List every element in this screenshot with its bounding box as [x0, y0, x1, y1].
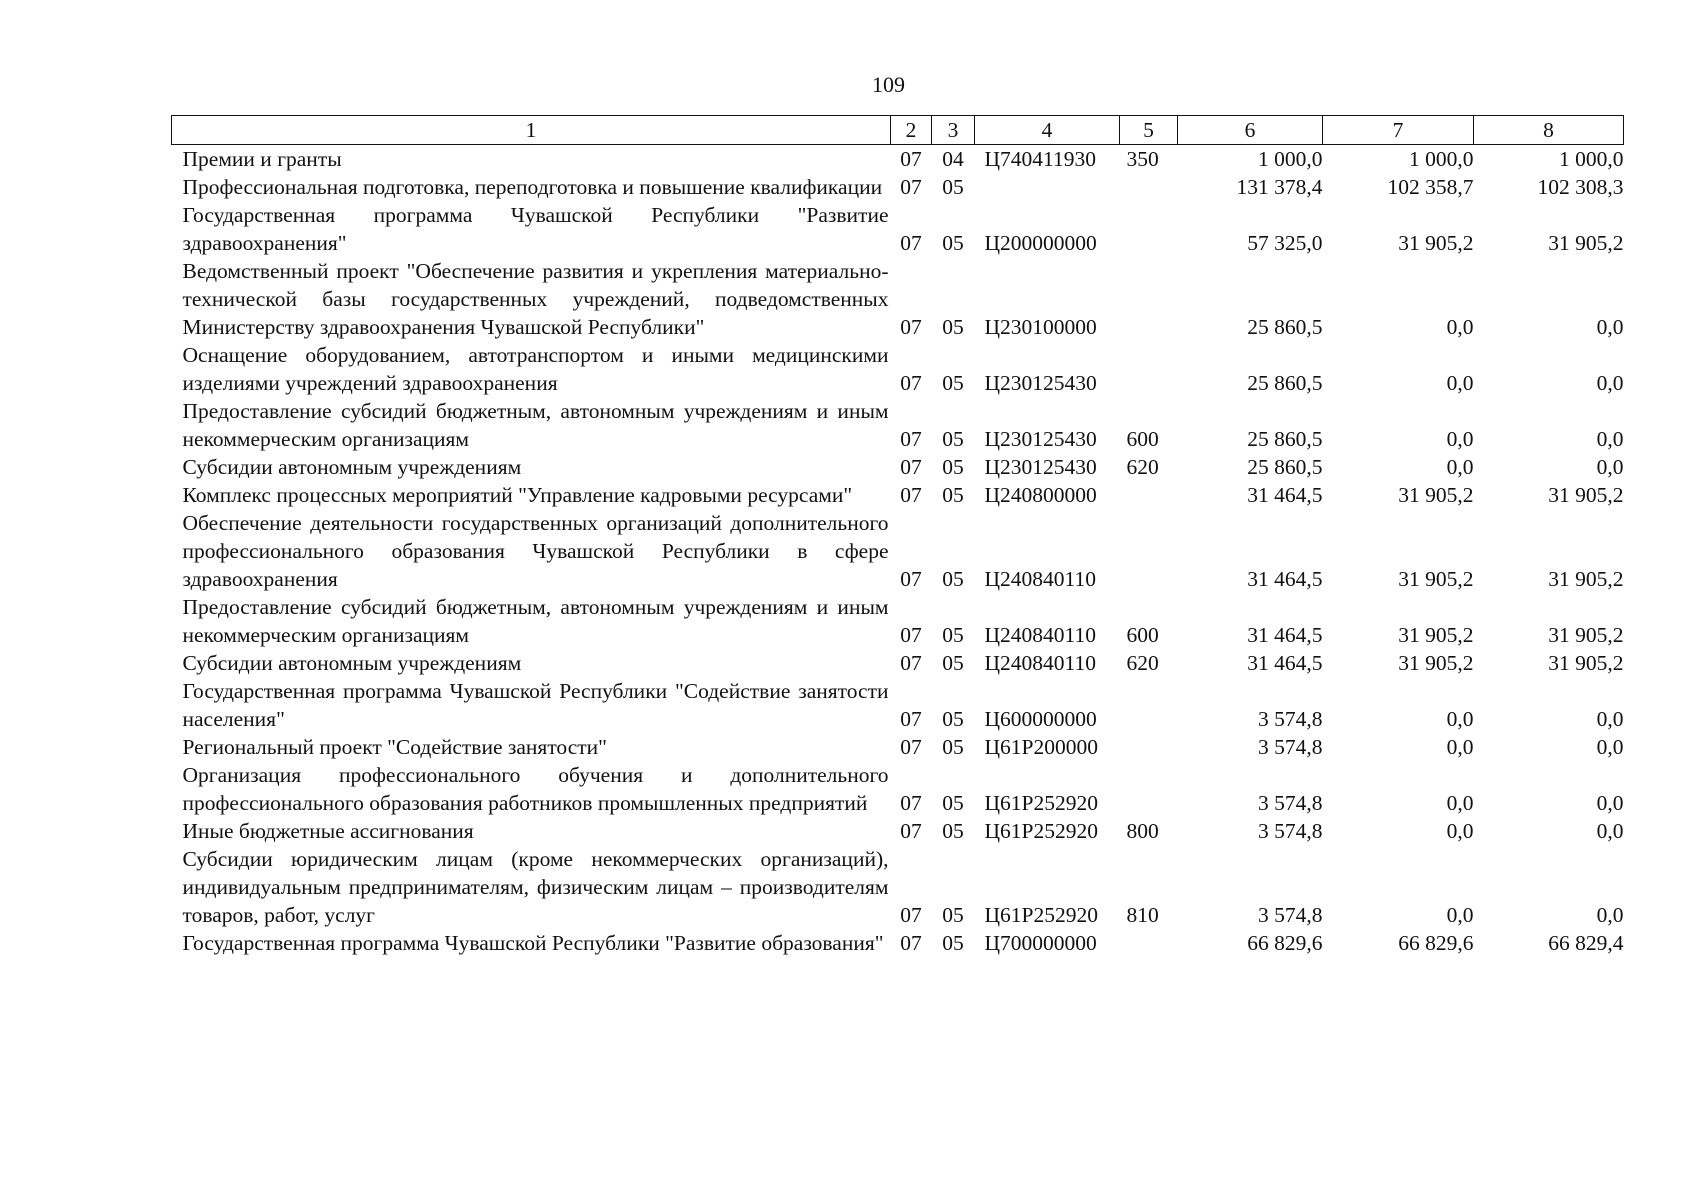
row-section: 07: [900, 651, 922, 675]
row-value-col7: 1 000,0: [1409, 147, 1474, 171]
row-expense-type: 800: [1126, 819, 1159, 843]
row-value-col8: 31 905,2: [1548, 231, 1624, 255]
row-subsection: 05: [942, 427, 964, 451]
row-value-col7: 31 905,2: [1398, 567, 1474, 591]
row-subsection: 04: [942, 147, 964, 171]
row-value-col6: 3 574,8: [1258, 791, 1323, 815]
row-value-col7: 31 905,2: [1398, 483, 1474, 507]
table-row: [172, 593, 1624, 649]
row-value-col6: 31 464,5: [1247, 651, 1323, 675]
row-section: 07: [900, 567, 922, 591]
row-value-col8: 102 308,3: [1537, 175, 1624, 199]
row-name: Государственная программа Чувашской Республики "Развитие здравоохранения": [182, 203, 889, 255]
table-row: [172, 677, 1624, 733]
row-value-col7: 102 358,7: [1387, 175, 1474, 199]
row-value-col7: 0,0: [1446, 903, 1474, 927]
row-expense-type: 810: [1126, 903, 1159, 927]
row-name: Субсидии автономным учреждениям: [182, 455, 522, 479]
row-name: Государственная программа Чувашской Республики "Развитие образования": [182, 931, 884, 955]
row-value-col6: 3 574,8: [1258, 735, 1323, 759]
row-value-col8: 66 829,4: [1548, 931, 1624, 955]
row-section: 07: [900, 371, 922, 395]
row-value-col8: 0,0: [1596, 707, 1624, 731]
row-name: Комплекс процессных мероприятий "Управление кадровыми ресурсами": [182, 483, 853, 507]
row-section: 07: [900, 231, 922, 255]
table-row: [172, 257, 1624, 341]
row-subsection: 05: [942, 231, 964, 255]
row-value-col6: 25 860,5: [1247, 427, 1323, 451]
row-target-code: Ц200000000: [984, 231, 1097, 255]
table-row: [172, 481, 1624, 509]
header-col-4: 4: [975, 116, 1120, 145]
row-name: Организация профессионального обучения и дополнительного профессионального образования работников промышленных предприятий: [182, 763, 889, 815]
row-expense-type: [1120, 509, 1178, 593]
row-target-code: Ц240840110: [984, 567, 1096, 591]
header-col-2: 2: [891, 116, 932, 145]
row-subsection: 05: [942, 455, 964, 479]
row-value-col7: 31 905,2: [1398, 231, 1474, 255]
row-expense-type: 620: [1126, 651, 1159, 675]
row-expense-type: [1120, 481, 1178, 509]
row-subsection: 05: [942, 315, 964, 339]
table-body: [172, 145, 1624, 958]
row-subsection: 05: [942, 819, 964, 843]
row-value-col8: 0,0: [1596, 791, 1624, 815]
header-col-5: 5: [1120, 116, 1178, 145]
row-target-code: Ц230100000: [984, 315, 1097, 339]
row-name: Иные бюджетные ассигнования: [182, 819, 474, 843]
row-subsection: 05: [942, 567, 964, 591]
row-subsection: 05: [942, 483, 964, 507]
row-section: 07: [900, 931, 922, 955]
row-value-col8: 0,0: [1596, 819, 1624, 843]
row-value-col7: 31 905,2: [1398, 623, 1474, 647]
row-value-col6: 131 378,4: [1236, 175, 1323, 199]
row-target-code: [975, 173, 1120, 201]
row-value-col7: 66 829,6: [1398, 931, 1474, 955]
table-row: [172, 649, 1624, 677]
row-value-col6: 25 860,5: [1247, 315, 1323, 339]
row-value-col8: 31 905,2: [1548, 483, 1624, 507]
row-target-code: Ц230125430: [984, 427, 1097, 451]
budget-table: [171, 115, 1624, 957]
row-name: Региональный проект "Содействие занятости": [182, 735, 607, 759]
row-expense-type: [1120, 733, 1178, 761]
row-target-code: Ц61Р252920: [984, 903, 1098, 927]
table-header: [172, 116, 1624, 145]
table-row: [172, 453, 1624, 481]
row-value-col8: 0,0: [1596, 903, 1624, 927]
table-row: [172, 173, 1624, 201]
header-col-6: 6: [1178, 116, 1323, 145]
header-col-3: 3: [932, 116, 975, 145]
row-target-code: Ц61Р252920: [984, 791, 1098, 815]
page-number: 109: [872, 72, 905, 97]
row-name: Оснащение оборудованием, автотранспортом и иными медицинскими изделиями учреждений здравоохранения: [182, 343, 889, 395]
table-row: [172, 509, 1624, 593]
row-section: 07: [900, 147, 922, 171]
header-col-7: 7: [1323, 116, 1474, 145]
row-section: 07: [900, 819, 922, 843]
row-target-code: Ц600000000: [984, 707, 1097, 731]
row-section: 07: [900, 623, 922, 647]
row-section: 07: [900, 175, 922, 199]
row-target-code: Ц700000000: [984, 931, 1097, 955]
header-col-1: 1: [172, 116, 891, 145]
row-target-code: Ц230125430: [984, 371, 1097, 395]
row-target-code: Ц61Р200000: [984, 735, 1098, 759]
table-row: [172, 145, 1624, 174]
table-row: [172, 761, 1624, 817]
row-value-col7: 31 905,2: [1398, 651, 1474, 675]
row-expense-type: [1120, 173, 1178, 201]
row-name: Государственная программа Чувашской Республики "Содействие занятости населения": [182, 679, 889, 731]
row-target-code: Ц240840110: [984, 651, 1096, 675]
row-target-code: Ц240800000: [984, 483, 1097, 507]
table-row: [172, 341, 1624, 397]
row-name: Премии и гранты: [182, 147, 342, 171]
row-subsection: 05: [942, 651, 964, 675]
row-value-col6: 1 000,0: [1258, 147, 1323, 171]
row-expense-type: [1120, 761, 1178, 817]
row-expense-type: [1120, 341, 1178, 397]
row-value-col8: 0,0: [1596, 371, 1624, 395]
row-target-code: Ц240840110: [984, 623, 1096, 647]
row-target-code: Ц61Р252920: [984, 819, 1098, 843]
row-value-col6: 25 860,5: [1247, 371, 1323, 395]
row-value-col8: 1 000,0: [1559, 147, 1624, 171]
row-value-col6: 66 829,6: [1247, 931, 1323, 955]
table-row: [172, 733, 1624, 761]
row-expense-type: [1120, 677, 1178, 733]
table-row: [172, 845, 1624, 929]
table-row: [172, 817, 1624, 845]
row-name: Субсидии автономным учреждениям: [182, 651, 522, 675]
row-value-col7: 0,0: [1446, 427, 1474, 451]
row-subsection: 05: [942, 175, 964, 199]
row-expense-type: 600: [1126, 427, 1159, 451]
row-section: 07: [900, 903, 922, 927]
row-name: Предоставление субсидий бюджетным, автономным учреждениям и иным некоммерческим организациям: [182, 595, 889, 647]
row-value-col7: 0,0: [1446, 819, 1474, 843]
row-name: Профессиональная подготовка, переподготовка и повышение квалификации: [182, 175, 883, 199]
row-section: 07: [900, 315, 922, 339]
row-value-col7: 0,0: [1446, 455, 1474, 479]
row-value-col8: 31 905,2: [1548, 567, 1624, 591]
row-name: Обеспечение деятельности государственных организаций дополнительного профессионального образования Чувашской Республики в сфере здравоохранения: [182, 511, 889, 591]
row-section: 07: [900, 455, 922, 479]
table-row: [172, 397, 1624, 453]
row-value-col7: 0,0: [1446, 315, 1474, 339]
row-value-col8: 0,0: [1596, 735, 1624, 759]
row-value-col6: 31 464,5: [1247, 483, 1323, 507]
table-row: [172, 201, 1624, 257]
row-value-col6: 57 325,0: [1247, 231, 1323, 255]
row-value-col7: 0,0: [1446, 735, 1474, 759]
row-subsection: 05: [942, 707, 964, 731]
row-value-col6: 25 860,5: [1247, 455, 1323, 479]
row-value-col7: 0,0: [1446, 791, 1474, 815]
row-name: Ведомственный проект "Обеспечение развития и укрепления материально-технической базы государственных учреждений, подведомственных Министерству здравоохранения Чувашской Республики": [182, 259, 889, 339]
row-value-col8: 31 905,2: [1548, 651, 1624, 675]
row-target-code: Ц740411930: [984, 147, 1096, 171]
row-value-col8: 0,0: [1596, 455, 1624, 479]
row-value-col7: 0,0: [1446, 707, 1474, 731]
row-expense-type: [1120, 257, 1178, 341]
row-expense-type: 620: [1126, 455, 1159, 479]
row-value-col6: 3 574,8: [1258, 903, 1323, 927]
row-subsection: 05: [942, 735, 964, 759]
row-section: 07: [900, 483, 922, 507]
row-subsection: 05: [942, 791, 964, 815]
row-value-col8: 0,0: [1596, 315, 1624, 339]
row-subsection: 05: [942, 931, 964, 955]
row-name: Субсидии юридическим лицам (кроме некоммерческих организаций), индивидуальным предпринимателям, физическим лицам – производителям товаров, работ, услуг: [182, 847, 889, 927]
row-value-col6: 3 574,8: [1258, 707, 1323, 731]
table-row: [172, 929, 1624, 957]
row-value-col8: 0,0: [1596, 427, 1624, 451]
row-value-col8: 31 905,2: [1548, 623, 1624, 647]
row-value-col6: 31 464,5: [1247, 567, 1323, 591]
row-target-code: Ц230125430: [984, 455, 1097, 479]
row-value-col6: 3 574,8: [1258, 819, 1323, 843]
row-subsection: 05: [942, 371, 964, 395]
header-row: [172, 116, 1624, 145]
row-value-col7: 0,0: [1446, 371, 1474, 395]
row-section: 07: [900, 427, 922, 451]
row-expense-type: [1120, 929, 1178, 957]
row-name: Предоставление субсидий бюджетным, автономным учреждениям и иным некоммерческим организациям: [182, 399, 889, 451]
row-expense-type: 350: [1126, 147, 1159, 171]
row-section: 07: [900, 735, 922, 759]
row-subsection: 05: [942, 623, 964, 647]
row-section: 07: [900, 707, 922, 731]
header-col-8: 8: [1474, 116, 1624, 145]
row-expense-type: [1120, 201, 1178, 257]
row-value-col6: 31 464,5: [1247, 623, 1323, 647]
row-subsection: 05: [942, 903, 964, 927]
row-expense-type: 600: [1126, 623, 1159, 647]
row-section: 07: [900, 791, 922, 815]
